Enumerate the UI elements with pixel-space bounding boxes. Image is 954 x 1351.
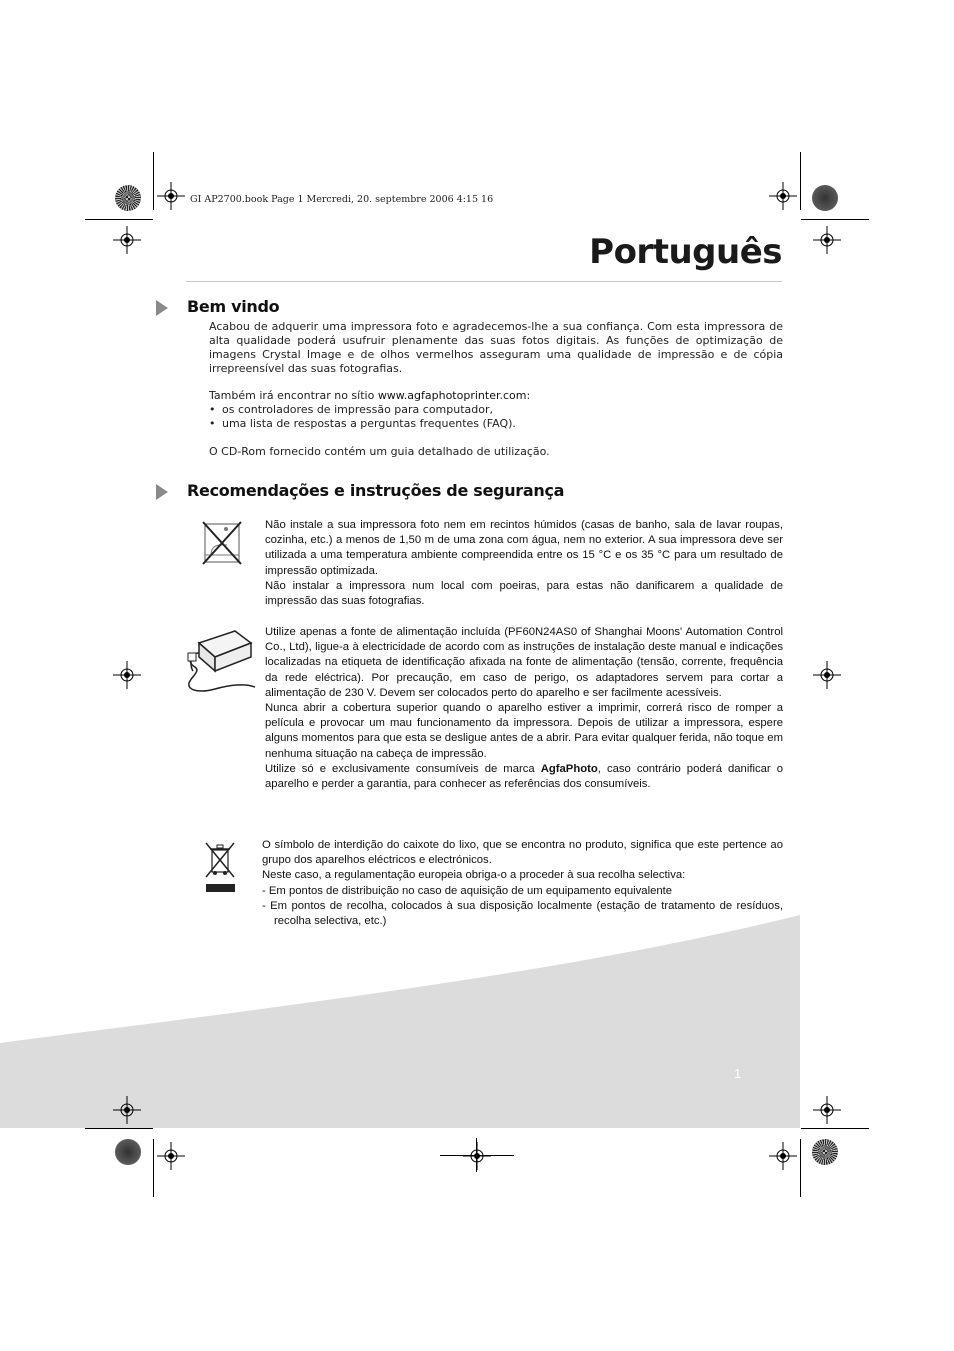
weee-list [262, 884, 783, 930]
triangle-arrow-icon [156, 300, 168, 316]
site-colon: : [526, 389, 531, 402]
registration-mark-icon [157, 1142, 185, 1170]
weee-paragraph-2: Neste caso, a regulamentação europeia obriga-o a proceder à sua recolha selectiva: [262, 869, 686, 882]
registration-mark-icon [113, 226, 141, 254]
power-adapter-icon [185, 627, 257, 699]
list-item: - Em pontos de distribuição no caso de aquisição de um equipamento equivalente [262, 884, 673, 897]
section-heading-welcome: Bem vindo [187, 297, 280, 316]
triangle-arrow-icon [156, 484, 168, 500]
registration-mark-icon [813, 1096, 841, 1124]
power-text-post: , caso contrário poderá danificar o aparelho e perder a garantia, para conhecer as referências dos consumíveis. [265, 762, 783, 791]
registration-mark-icon [113, 1096, 141, 1124]
no-humid-room-icon [199, 519, 245, 567]
registration-mark-icon [813, 661, 841, 689]
power-text [265, 625, 783, 792]
welcome-bullets [209, 403, 783, 431]
weee-text [262, 838, 783, 929]
humidity-paragraph-1: Não instale a sua impressora foto nem em recintos húmidos (casas de banho, sala de lavar roupas, cozinha, etc.) a menos de 1,50 m de uma zona com água, nem no exterior. A sua impressora deve ser utilizada a uma temperatura ambiente compreendida entre os 15 °C e os 35 °C para um resultado de impressão optimizada. [265, 519, 783, 577]
title-divider [186, 281, 782, 282]
welcome-cdrom: O CD-Rom fornecido contém um guia detalhado de utilização. [209, 445, 550, 458]
humidity-paragraph-2: Não instalar a impressora num local com poeiras, para estas não danificarem a qualidade de impressão das suas fotografias. [265, 579, 783, 608]
color-rosette-icon [812, 185, 838, 211]
power-paragraph-2: Nunca abrir a cobertura superior quando o aparelho estiver a imprimir, correrá risco de romper a película e provocar um mau funcionamento da impressora. Depois de utilizar a impressora, espere alguns momentos para que esta se desligue antes de a abrir. Para evitar qualquer ferida, não toque em nenhuma situação na cabeça de impressão. [265, 702, 783, 760]
section-heading-safety: Recomendações e instruções de segurança [187, 481, 565, 500]
color-rosette-icon [115, 185, 141, 211]
registration-mark-icon [769, 1142, 797, 1170]
page-title: Português [589, 232, 782, 272]
power-paragraph-1: Utilize apenas a fonte de alimentação incluída (PF60N24AS0 of Shanghai Moons' Automation Control Co., Ltd), ligue-a à electricidade de acordo com as instruções de instalação deste manual e indicações localizadas na etiqueta de identificação afixada na fonte de alimentação (tensão, corrente, frequência da rede eléctrica). Por precaução, em caso de perigo, os adaptadores servem para cortar a alimentação de 230 V. Devem ser colocados perto do aparelho e ser facilmente acessíveis. [265, 626, 783, 699]
list-item: • os controladores de impressão para computador, [209, 403, 783, 417]
registration-mark-icon [463, 1142, 491, 1170]
list-item: - Em pontos de recolha, colocados à sua disposição localmente (estação de tratamento de resíduos, recolha selectiva, etc.) [262, 899, 783, 928]
registration-mark-icon [113, 661, 141, 689]
power-paragraph-3 [265, 762, 783, 792]
crossed-out-bin-icon [203, 840, 237, 894]
brand-name: AgfaPhoto [540, 762, 598, 775]
page-number: 1 [734, 1066, 742, 1081]
color-rosette-icon [812, 1139, 838, 1165]
power-text-pre: Utilize só e exclusivamente consumíveis de marca [265, 762, 541, 775]
registration-mark-icon [769, 182, 797, 210]
welcome-intro: Acabou de adquerir uma impressora foto e agradecemos-lhe a sua confiança. Com esta impressora de alta qualidade poderá usufruir plenamente das suas fotos digitais. As funções de optimização de imagens Crystal Image e de olhos vermelhos asseguram uma qualidade de impressão e de cópia irrepreensível das suas fotografias. [209, 320, 783, 375]
weee-paragraph-1: O símbolo de interdição do caixote do lixo, que se encontra no produto, significa que este pertence ao grupo dos aparelhos eléctricos e electrónicos. [262, 839, 783, 867]
humidity-text [265, 518, 783, 609]
site-text: Também irá encontrar no sítio [209, 389, 378, 402]
registration-mark-icon [813, 226, 841, 254]
site-link[interactable]: www.agfaphotoprinter.com [377, 389, 527, 402]
list-item: • uma lista de respostas a perguntas frequentes (FAQ). [209, 417, 783, 431]
registration-mark-icon [157, 182, 185, 210]
color-rosette-icon [115, 1139, 141, 1165]
welcome-site [209, 389, 783, 431]
print-info: GI AP2700.book Page 1 Mercredi, 20. septembre 2006 4:15 16 [190, 194, 494, 205]
